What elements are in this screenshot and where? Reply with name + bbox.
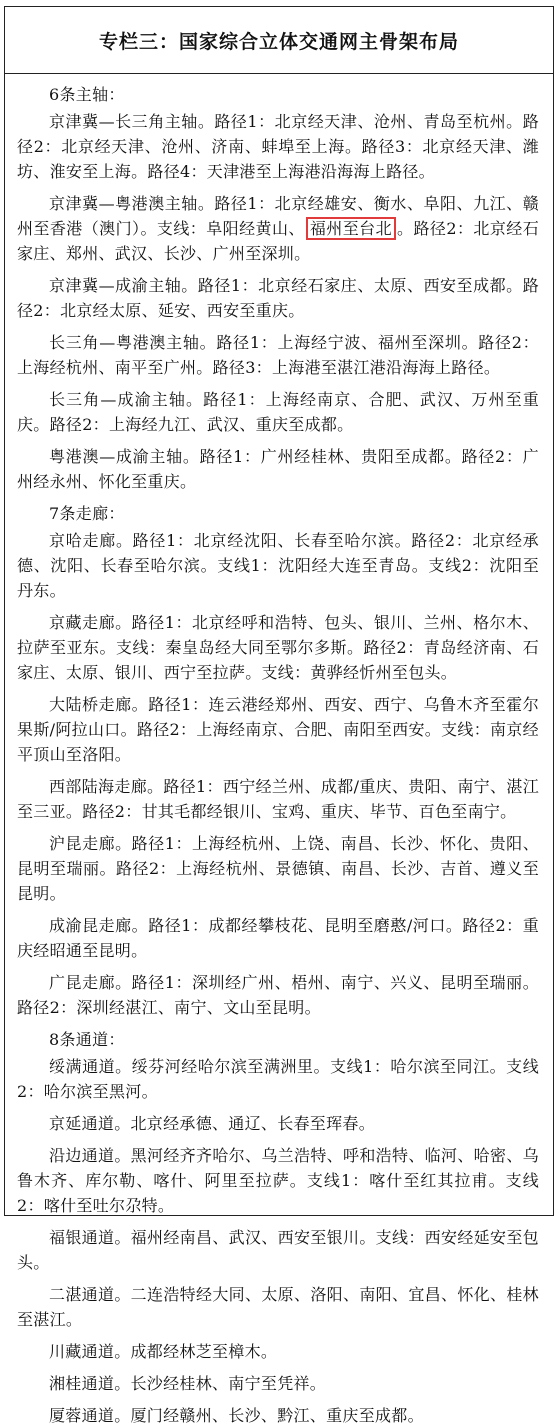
paragraph-channel-3: 沿边通道。黑河经齐齐哈尔、乌兰浩特、呼和浩特、临河、哈密、乌鲁木齐、库尔勒、喀什、阿里至拉萨。支线1：喀什至红其拉甫。支线2：喀什至吐尔尕特。 [17, 1146, 539, 1215]
document-frame [4, 6, 554, 1425]
paragraph-channel-6: 川藏通道。成都经林芝至樟木。 [49, 1342, 278, 1361]
paragraph-corridor-3: 大陆桥走廊。路径1：连云港经郑州、西安、西宁、乌鲁木齐至霍尔果斯/阿拉山口。路径2：上海经南京、合肥、南阳至西安。支线：南京经平顶山至洛阳。 [17, 695, 539, 764]
paragraph-axis-6: 粤港澳—成渝主轴。路径1：广州经桂林、贵阳至成都。路径2：广州经永州、怀化至重庆。 [17, 447, 539, 491]
paragraph-channel-4: 福银通道。福州经南昌、武汉、西安至银川。支线：西安经延安至包头。 [17, 1228, 539, 1272]
paragraph-channel-1: 绥满通道。绥芬河经哈尔滨至满洲里。支线1：哈尔滨至同江。支线2：哈尔滨至黑河。 [17, 1057, 539, 1101]
section-heading-axes: 6条主轴： [49, 85, 125, 104]
paragraph-channel-7: 湘桂通道。长沙经桂林、南宁至凭祥。 [49, 1374, 327, 1393]
paragraph-axis-1: 京津冀—长三角主轴。路径1：北京经天津、沧州、青岛至杭州。路径2：北京经天津、沧州、济南、蚌埠至上海。路径3：北京经天津、潍坊、淮安至上海。路径4：天津港至上海港沿海海上路径。 [17, 112, 539, 181]
paragraph-channel-2: 京延通道。北京经承德、通辽、长春至珲春。 [49, 1114, 376, 1133]
paragraph-corridor-2: 京藏走廊。路径1：北京经呼和浩特、包头、银川、兰州、格尔木、拉萨至亚东。支线：秦皇岛经大同至鄂尔多斯。路径2：青岛经济南、石家庄、太原、银川、西宁至拉萨。支线：黄骅经忻州至包头。 [17, 613, 539, 682]
title-bar [5, 7, 553, 74]
paragraph-corridor-5: 沪昆走廊。路径1：上海经杭州、上饶、南昌、长沙、怀化、贵阳、昆明至瑞丽。路径2：上海经杭州、景德镇、南昌、长沙、吉首、遵义至昆明。 [17, 834, 539, 903]
paragraph-corridor-7: 广昆走廊。路径1：深圳经广州、梧州、南宁、兴义、昆明至瑞丽。路径2：深圳经湛江、南宁、文山至昆明。 [17, 973, 539, 1017]
content-body [5, 74, 553, 1428]
axis-2-text-before: 京津冀—粤港澳主轴。路径1：北京经雄安、衡水、阜阳、九江、赣州至香港（澳门）。支线：阜阳经黄山、 [17, 194, 539, 238]
page-title: 专栏三：国家综合立体交通网主骨架布局 [98, 30, 459, 53]
axis-2-text-after: 。路径2：北京经石家庄、郑州、武汉、长沙、广州至深圳。 [17, 219, 539, 263]
paragraph-axis-4: 长三角—粤港澳主轴。路径1：上海经宁波、福州至深圳。路径2：上海经杭州、南平至广州。路径3：上海港至湛江港沿海海上路径。 [17, 333, 539, 377]
section-heading-channels: 8条通道： [49, 1030, 125, 1049]
paragraph-axis-5: 长三角—成渝主轴。路径1：上海经南京、合肥、武汉、万州至重庆。路径2：上海经九江、武汉、重庆至成都。 [17, 390, 539, 434]
paragraph-axis-2 [17, 191, 539, 266]
paragraph-corridor-6: 成渝昆走廊。路径1：成都经攀枝花、昆明至磨憨/河口。路径2：重庆经昭通至昆明。 [17, 916, 539, 960]
section-heading-corridors: 7条走廊： [49, 504, 125, 523]
paragraph-channel-5: 二湛通道。二连浩特经大同、太原、洛阳、南阳、宜昌、怀化、桂林至湛江。 [17, 1285, 539, 1329]
paragraph-channel-8: 厦蓉通道。厦门经赣州、长沙、黔江、重庆至成都。 [49, 1406, 424, 1425]
paragraph-corridor-4: 西部陆海走廊。路径1：西宁经兰州、成都/重庆、贵阳、南宁、湛江至三亚。路径2：甘其毛都经银川、宝鸡、重庆、毕节、百色至南宁。 [17, 777, 539, 821]
paragraph-axis-3: 京津冀—成渝主轴。路径1：北京经石家庄、太原、西安至成都。路径2：北京经太原、延安、西安至重庆。 [17, 276, 539, 320]
highlighted-route: 福州至台北 [306, 217, 396, 240]
paragraph-corridor-1: 京哈走廊。路径1：北京经沈阳、长春至哈尔滨。路径2：北京经承德、沈阳、长春至哈尔滨。支线1：沈阳经大连至青岛。支线2：沈阳至丹东。 [17, 531, 539, 600]
